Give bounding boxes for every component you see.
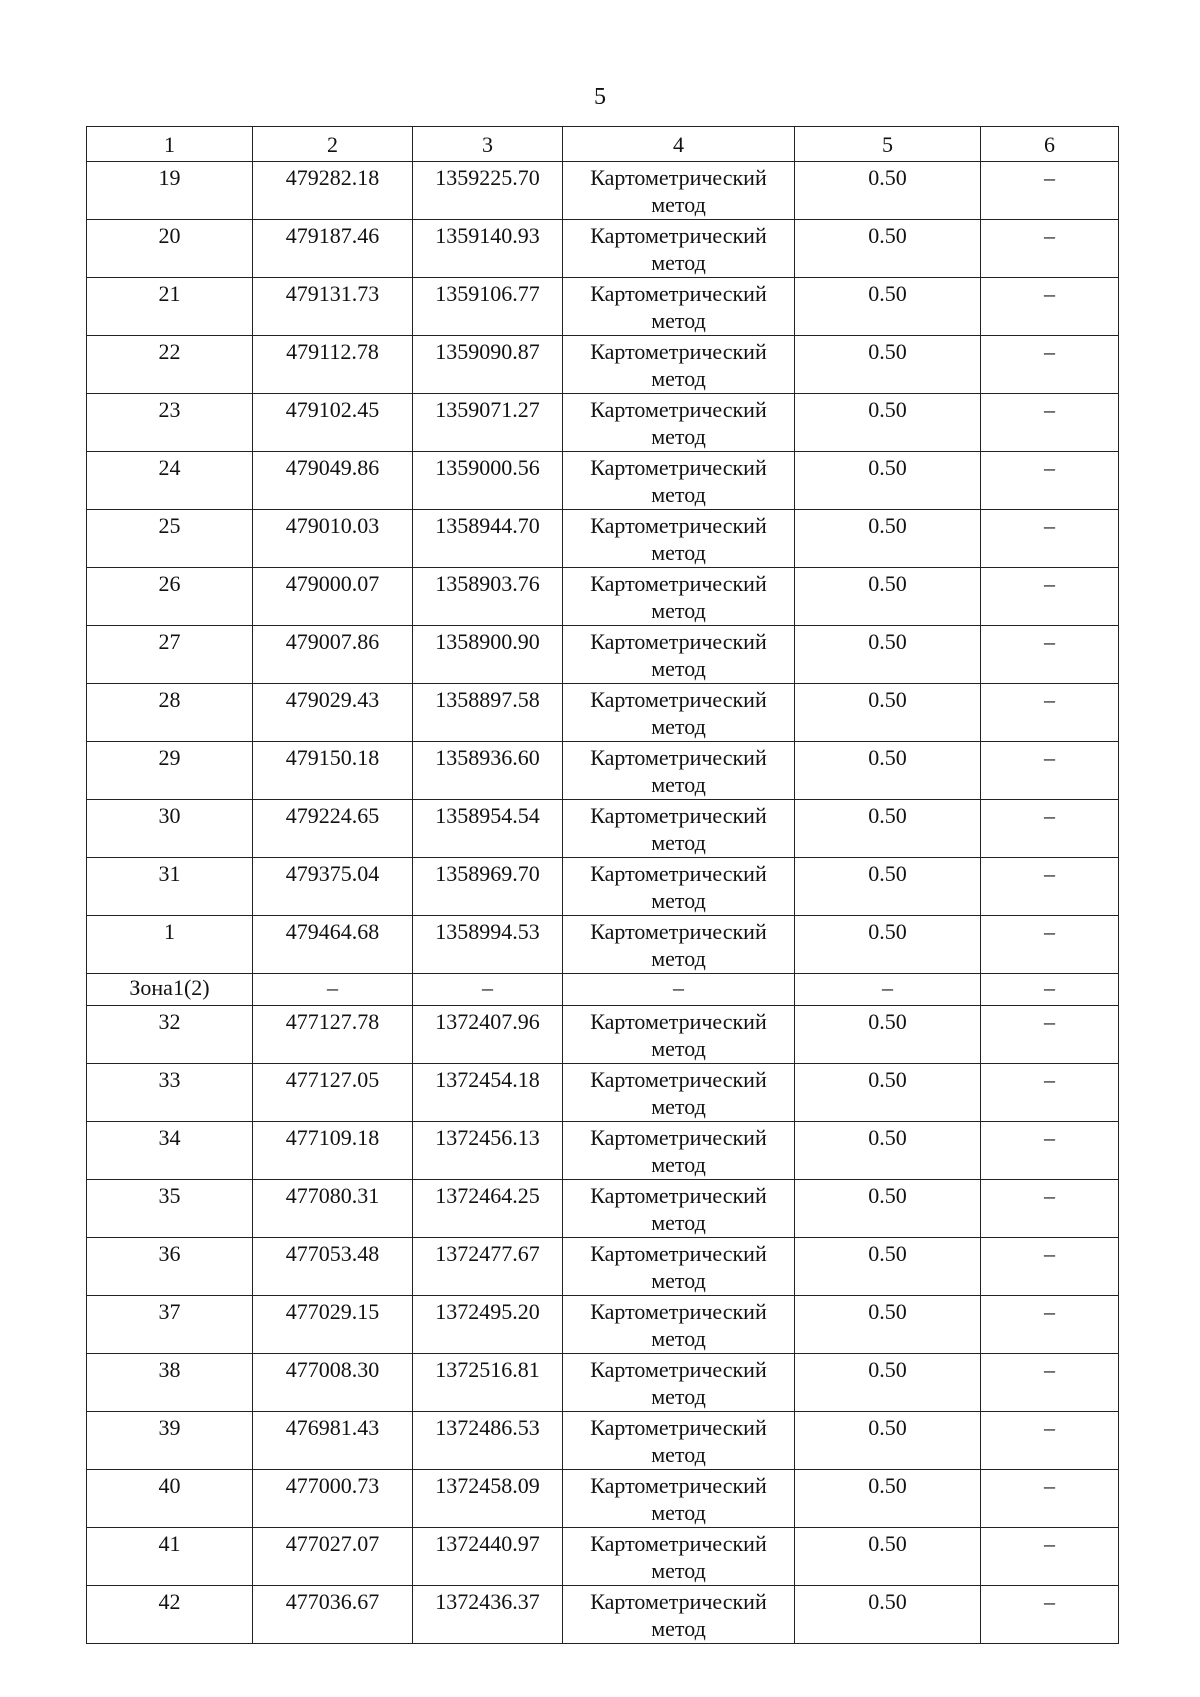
method-line-1: Картометрический (590, 803, 767, 828)
method-line-2: метод (651, 598, 706, 623)
method-line-1: Картометрический (590, 1473, 767, 1498)
x-coordinate-cell: 477036.67 (253, 1586, 413, 1644)
point-number-cell: 26 (87, 568, 253, 626)
accuracy-cell: 0.50 (795, 1354, 981, 1412)
x-coordinate-cell: 477000.73 (253, 1470, 413, 1528)
accuracy-cell: 0.50 (795, 1296, 981, 1354)
accuracy-cell: 0.50 (795, 336, 981, 394)
header-col-3: 3 (413, 127, 563, 162)
accuracy-cell: 0.50 (795, 452, 981, 510)
x-coordinate-cell: 477008.30 (253, 1354, 413, 1412)
y-coordinate-cell: 1358936.60 (413, 742, 563, 800)
method-line-1: Картометрический (590, 339, 767, 364)
note-cell: – (981, 684, 1119, 742)
header-col-5: 5 (795, 127, 981, 162)
method-cell (563, 684, 795, 742)
accuracy-cell: 0.50 (795, 162, 981, 220)
point-number-cell: 23 (87, 394, 253, 452)
point-number-cell: 21 (87, 278, 253, 336)
method-cell (563, 162, 795, 220)
method-line-1: Картометрический (590, 1125, 767, 1150)
point-number-cell: 40 (87, 1470, 253, 1528)
table-row (87, 916, 1119, 974)
table-row (87, 220, 1119, 278)
note-cell: – (981, 1064, 1119, 1122)
y-coordinate-cell: 1372516.81 (413, 1354, 563, 1412)
method-cell (563, 1122, 795, 1180)
method-line-1: Картометрический (590, 1299, 767, 1324)
y-coordinate-cell: 1358897.58 (413, 684, 563, 742)
x-coordinate-cell: 479029.43 (253, 684, 413, 742)
y-coordinate-cell: 1372407.96 (413, 1006, 563, 1064)
x-coordinate-cell: 479112.78 (253, 336, 413, 394)
method-line-2: метод (651, 1210, 706, 1235)
y-coordinate-cell: 1372436.37 (413, 1586, 563, 1644)
method-line-1: Картометрический (590, 919, 767, 944)
note-cell: – (981, 916, 1119, 974)
accuracy-cell: 0.50 (795, 1528, 981, 1586)
y-coordinate-cell: 1372486.53 (413, 1412, 563, 1470)
x-coordinate-cell: 477127.05 (253, 1064, 413, 1122)
note-cell: – (981, 1296, 1119, 1354)
table-row (87, 742, 1119, 800)
method-line-1: Картометрический (590, 455, 767, 480)
note-cell: – (981, 742, 1119, 800)
x-coordinate-cell: 477027.07 (253, 1528, 413, 1586)
method-line-1: Картометрический (590, 629, 767, 654)
y-coordinate-cell: 1358903.76 (413, 568, 563, 626)
method-line-2: метод (651, 830, 706, 855)
accuracy-cell: – (795, 974, 981, 1006)
table-row (87, 1586, 1119, 1644)
table-row (87, 278, 1119, 336)
header-col-2: 2 (253, 127, 413, 162)
method-line-2: метод (651, 308, 706, 333)
method-cell (563, 1180, 795, 1238)
header-col-1: 1 (87, 127, 253, 162)
accuracy-cell: 0.50 (795, 1470, 981, 1528)
y-coordinate-cell: 1359071.27 (413, 394, 563, 452)
y-coordinate-cell: 1372456.13 (413, 1122, 563, 1180)
point-number-cell: 32 (87, 1006, 253, 1064)
note-cell: – (981, 510, 1119, 568)
table-row (87, 858, 1119, 916)
table-row (87, 626, 1119, 684)
x-coordinate-cell: 477109.18 (253, 1122, 413, 1180)
method-line-2: метод (651, 1094, 706, 1119)
x-coordinate-cell: 479010.03 (253, 510, 413, 568)
note-cell: – (981, 1122, 1119, 1180)
header-col-4: 4 (563, 127, 795, 162)
table-row (87, 1064, 1119, 1122)
method-line-1: Картометрический (590, 571, 767, 596)
method-cell (563, 452, 795, 510)
point-number-cell: 38 (87, 1354, 253, 1412)
point-number-cell: 29 (87, 742, 253, 800)
note-cell: – (981, 336, 1119, 394)
point-number-cell: 25 (87, 510, 253, 568)
accuracy-cell: 0.50 (795, 1412, 981, 1470)
y-coordinate-cell: 1358954.54 (413, 800, 563, 858)
method-line-1: Картометрический (590, 1241, 767, 1266)
x-coordinate-cell: – (253, 974, 413, 1006)
method-cell (563, 1296, 795, 1354)
method-line-2: метод (651, 946, 706, 971)
note-cell: – (981, 1180, 1119, 1238)
table-row (87, 394, 1119, 452)
method-line-1: Картометрический (590, 281, 767, 306)
table-header-row (87, 127, 1119, 162)
table-row (87, 510, 1119, 568)
method-cell (563, 1586, 795, 1644)
method-line-2: метод (651, 656, 706, 681)
y-coordinate-cell: 1359225.70 (413, 162, 563, 220)
method-line-1: Картометрический (590, 165, 767, 190)
method-cell (563, 800, 795, 858)
table-row (87, 1006, 1119, 1064)
x-coordinate-cell: 479150.18 (253, 742, 413, 800)
x-coordinate-cell: 479102.45 (253, 394, 413, 452)
method-line-2: метод (651, 1558, 706, 1583)
accuracy-cell: 0.50 (795, 1238, 981, 1296)
y-coordinate-cell: – (413, 974, 563, 1006)
method-line-2: метод (651, 1036, 706, 1061)
accuracy-cell: 0.50 (795, 684, 981, 742)
method-cell (563, 1528, 795, 1586)
accuracy-cell: 0.50 (795, 1586, 981, 1644)
point-number-cell: 34 (87, 1122, 253, 1180)
x-coordinate-cell: 477053.48 (253, 1238, 413, 1296)
point-number-cell: 39 (87, 1412, 253, 1470)
method-line-1: Картометрический (590, 687, 767, 712)
method-line-2: метод (651, 424, 706, 449)
accuracy-cell: 0.50 (795, 800, 981, 858)
method-line-1: – (673, 975, 684, 1000)
header-col-6: 6 (981, 127, 1119, 162)
method-line-2: метод (651, 1616, 706, 1641)
accuracy-cell: 0.50 (795, 1122, 981, 1180)
table-row (87, 336, 1119, 394)
note-cell: – (981, 1238, 1119, 1296)
accuracy-cell: 0.50 (795, 916, 981, 974)
note-cell: – (981, 1470, 1119, 1528)
zone-row (87, 974, 1119, 1006)
method-line-1: Картометрический (590, 1415, 767, 1440)
point-number-cell: 31 (87, 858, 253, 916)
x-coordinate-cell: 477127.78 (253, 1006, 413, 1064)
method-cell (563, 568, 795, 626)
method-cell (563, 1064, 795, 1122)
note-cell: – (981, 394, 1119, 452)
point-number-cell: 37 (87, 1296, 253, 1354)
y-coordinate-cell: 1372458.09 (413, 1470, 563, 1528)
y-coordinate-cell: 1359000.56 (413, 452, 563, 510)
method-cell (563, 1470, 795, 1528)
note-cell: – (981, 162, 1119, 220)
method-cell (563, 394, 795, 452)
x-coordinate-cell: 479131.73 (253, 278, 413, 336)
method-line-2: метод (651, 1268, 706, 1293)
table-row (87, 800, 1119, 858)
point-number-cell: 1 (87, 916, 253, 974)
point-number-cell: 20 (87, 220, 253, 278)
note-cell: – (981, 1586, 1119, 1644)
y-coordinate-cell: 1372440.97 (413, 1528, 563, 1586)
method-line-2: метод (651, 714, 706, 739)
method-line-1: Картометрический (590, 861, 767, 886)
point-number-cell: 33 (87, 1064, 253, 1122)
point-number-cell: 35 (87, 1180, 253, 1238)
method-cell (563, 742, 795, 800)
table-row (87, 1180, 1119, 1238)
method-line-2: метод (651, 192, 706, 217)
method-cell (563, 626, 795, 684)
x-coordinate-cell: 479007.86 (253, 626, 413, 684)
method-cell (563, 336, 795, 394)
note-cell: – (981, 858, 1119, 916)
point-number-cell: Зона1(2) (87, 974, 253, 1006)
method-line-2: метод (651, 1384, 706, 1409)
table-row (87, 1354, 1119, 1412)
method-cell (563, 278, 795, 336)
y-coordinate-cell: 1372477.67 (413, 1238, 563, 1296)
y-coordinate-cell: 1372454.18 (413, 1064, 563, 1122)
coordinates-table (86, 126, 1119, 1644)
accuracy-cell: 0.50 (795, 510, 981, 568)
method-line-2: метод (651, 888, 706, 913)
x-coordinate-cell: 479464.68 (253, 916, 413, 974)
y-coordinate-cell: 1358900.90 (413, 626, 563, 684)
method-cell (563, 974, 795, 1006)
method-line-1: Картометрический (590, 1009, 767, 1034)
method-cell (563, 916, 795, 974)
y-coordinate-cell: 1359090.87 (413, 336, 563, 394)
method-line-1: Картометрический (590, 1589, 767, 1614)
method-cell (563, 1354, 795, 1412)
accuracy-cell: 0.50 (795, 220, 981, 278)
x-coordinate-cell: 476981.43 (253, 1412, 413, 1470)
method-line-1: Картометрический (590, 513, 767, 538)
method-cell (563, 1006, 795, 1064)
method-cell (563, 1238, 795, 1296)
table-row (87, 452, 1119, 510)
accuracy-cell: 0.50 (795, 394, 981, 452)
table-row (87, 1122, 1119, 1180)
accuracy-cell: 0.50 (795, 742, 981, 800)
point-number-cell: 19 (87, 162, 253, 220)
point-number-cell: 22 (87, 336, 253, 394)
method-line-2: метод (651, 366, 706, 391)
method-line-2: метод (651, 1500, 706, 1525)
point-number-cell: 42 (87, 1586, 253, 1644)
point-number-cell: 30 (87, 800, 253, 858)
note-cell: – (981, 1412, 1119, 1470)
method-line-2: метод (651, 1442, 706, 1467)
x-coordinate-cell: 479187.46 (253, 220, 413, 278)
note-cell: – (981, 800, 1119, 858)
method-line-2: метод (651, 482, 706, 507)
method-line-2: метод (651, 772, 706, 797)
table-row (87, 1238, 1119, 1296)
method-cell (563, 858, 795, 916)
accuracy-cell: 0.50 (795, 1180, 981, 1238)
accuracy-cell: 0.50 (795, 858, 981, 916)
point-number-cell: 27 (87, 626, 253, 684)
y-coordinate-cell: 1358944.70 (413, 510, 563, 568)
table-row (87, 568, 1119, 626)
note-cell: – (981, 278, 1119, 336)
table-row (87, 162, 1119, 220)
note-cell: – (981, 220, 1119, 278)
method-line-1: Картометрический (590, 1067, 767, 1092)
point-number-cell: 24 (87, 452, 253, 510)
accuracy-cell: 0.50 (795, 278, 981, 336)
y-coordinate-cell: 1372464.25 (413, 1180, 563, 1238)
table-row (87, 1528, 1119, 1586)
y-coordinate-cell: 1359140.93 (413, 220, 563, 278)
x-coordinate-cell: 479282.18 (253, 162, 413, 220)
page-number: 5 (594, 84, 606, 110)
accuracy-cell: 0.50 (795, 1064, 981, 1122)
point-number-cell: 36 (87, 1238, 253, 1296)
x-coordinate-cell: 477080.31 (253, 1180, 413, 1238)
x-coordinate-cell: 477029.15 (253, 1296, 413, 1354)
method-line-2: метод (651, 250, 706, 275)
table-row (87, 1470, 1119, 1528)
point-number-cell: 28 (87, 684, 253, 742)
method-line-2: метод (651, 540, 706, 565)
y-coordinate-cell: 1372495.20 (413, 1296, 563, 1354)
note-cell: – (981, 1528, 1119, 1586)
method-line-1: Картометрический (590, 1531, 767, 1556)
note-cell: – (981, 974, 1119, 1006)
accuracy-cell: 0.50 (795, 1006, 981, 1064)
table-row (87, 684, 1119, 742)
method-line-1: Картометрический (590, 745, 767, 770)
x-coordinate-cell: 479049.86 (253, 452, 413, 510)
y-coordinate-cell: 1358969.70 (413, 858, 563, 916)
method-cell (563, 220, 795, 278)
note-cell: – (981, 568, 1119, 626)
y-coordinate-cell: 1358994.53 (413, 916, 563, 974)
y-coordinate-cell: 1359106.77 (413, 278, 563, 336)
method-cell (563, 1412, 795, 1470)
method-line-1: Картометрический (590, 397, 767, 422)
x-coordinate-cell: 479375.04 (253, 858, 413, 916)
point-number-cell: 41 (87, 1528, 253, 1586)
note-cell: – (981, 452, 1119, 510)
note-cell: – (981, 1354, 1119, 1412)
method-line-2: метод (651, 1152, 706, 1177)
table-body (87, 162, 1119, 1644)
method-line-2: метод (651, 1326, 706, 1351)
x-coordinate-cell: 479224.65 (253, 800, 413, 858)
accuracy-cell: 0.50 (795, 626, 981, 684)
x-coordinate-cell: 479000.07 (253, 568, 413, 626)
method-line-1: Картометрический (590, 1357, 767, 1382)
note-cell: – (981, 1006, 1119, 1064)
table-row (87, 1412, 1119, 1470)
accuracy-cell: 0.50 (795, 568, 981, 626)
method-line-1: Картометрический (590, 1183, 767, 1208)
method-cell (563, 510, 795, 568)
method-line-1: Картометрический (590, 223, 767, 248)
table-row (87, 1296, 1119, 1354)
note-cell: – (981, 626, 1119, 684)
